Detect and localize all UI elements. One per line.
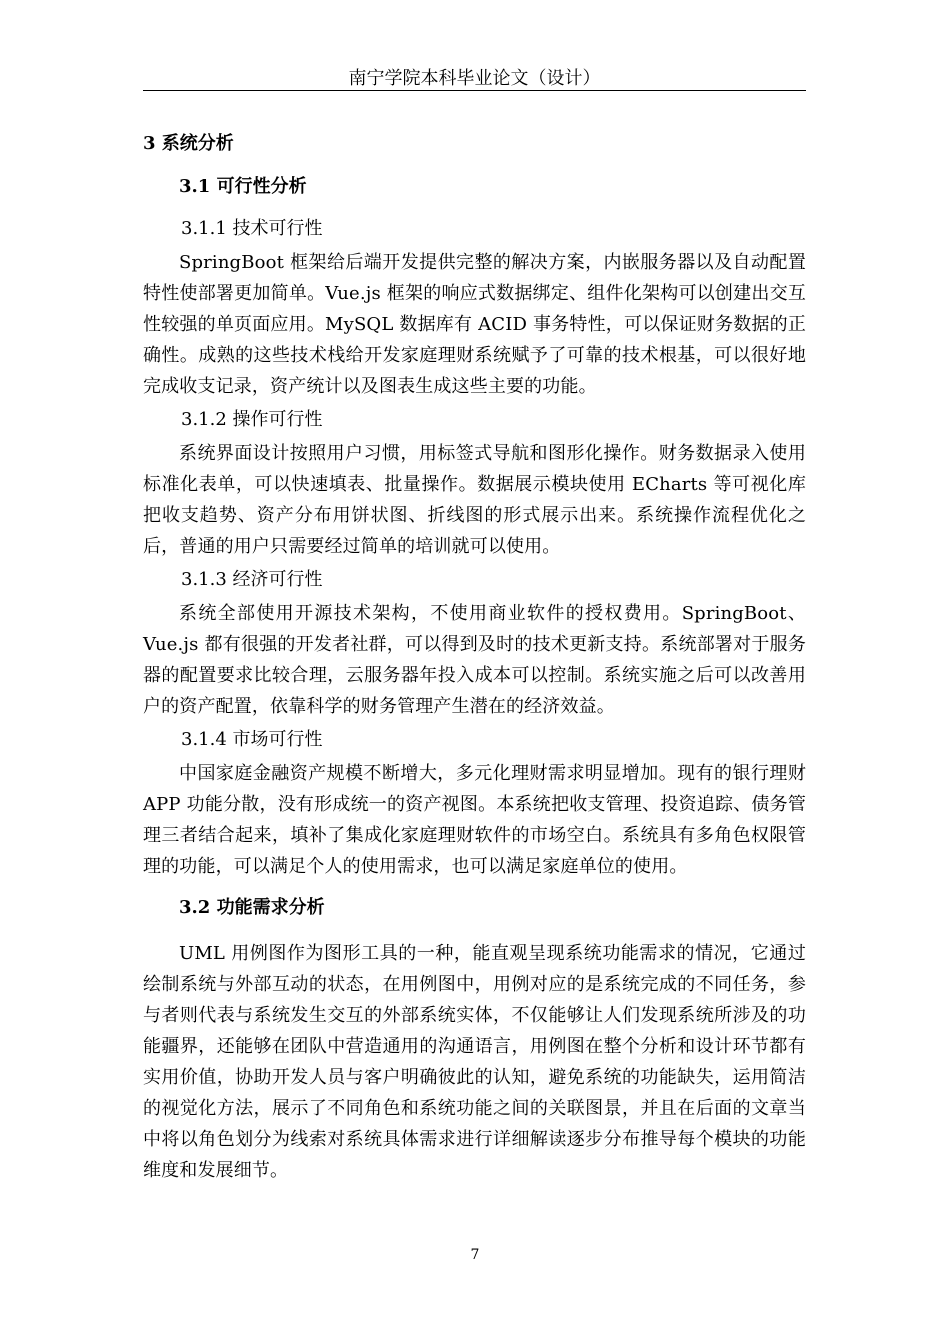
paragraph-functional-requirements: UML 用例图作为图形工具的一种，能直观呈现系统功能需求的情况，它通过绘制系统与外部互动的状态，在用例图中，用例对应的是系统完成的不同任务，参与者则代表与系统发生交互的外部系统实体，不仅能够让人们发现系统所涉及的功能疆界，还能够在团队中营造通用的沟通语言，用例图在整个分析和设计环节都有实用价值，协助开发人员与客户明确彼此的认知，避免系统的功能缺失，运用简洁的视觉化方法，展示了不同角色和系统功能之间的关联图景，并且在后面的文章当中将以角色划分为线索对系统具体需求进行详细解读逐步分布推导每个模块的功能维度和发展细节。 (143, 943, 806, 1181)
subsection-heading-3-1-1: 3.1.1 技术可行性 (181, 218, 323, 239)
header-rule (143, 90, 806, 91)
page-body (143, 130, 806, 1190)
subsection-heading-3-1-2: 3.1.2 操作可行性 (181, 409, 323, 430)
paragraph-economic-feasibility: 系统全部使用开源技术架构，不使用商业软件的授权费用。SpringBoot、Vue.js 都有很强的开发者社群，可以得到及时的技术更新支持。系统部署对于服务器的配置要求比较合理，云服务器年投入成本可以控制。系统实施之后可以改善用户的资产配置，依靠科学的财务管理产生潜在的经济效益。 (143, 603, 806, 717)
paragraph-market-feasibility: 中国家庭金融资产规模不断增大，多元化理财需求明显增加。现有的银行理财 APP 功能分散，没有形成统一的资产视图。本系统把收支管理、投资追踪、债务管理三者结合起来，填补了集成化家庭理财软件的市场空白。系统具有多角色权限管理的功能，可以满足个人的使用需求，也可以满足家庭单位的使用。 (143, 763, 806, 877)
page-number: 7 (470, 1247, 480, 1263)
subsection-heading-3-1-4: 3.1.4 市场可行性 (181, 729, 323, 750)
chapter-heading: 3 系统分析 (143, 133, 234, 154)
section-heading-3-2: 3.2 功能需求分析 (179, 897, 325, 918)
section-heading-3-1: 3.1 可行性分析 (179, 176, 307, 197)
paragraph-technical-feasibility: SpringBoot 框架给后端开发提供完整的解决方案，内嵌服务器以及自动配置特性使部署更加简单。Vue.js 框架的响应式数据绑定、组件化架构可以创建出交互性较强的单页面应用。MySQL 数据库有 ACID 事务特性，可以保证财务数据的正确性。成熟的这些技术栈给开发家庭理财系统赋予了可靠的技术根基，可以很好地完成收支记录，资产统计以及图表生成这些主要的功能。 (143, 252, 806, 397)
paragraph-operational-feasibility: 系统界面设计按照用户习惯，用标签式导航和图形化操作。财务数据录入使用标准化表单，可以快速填表、批量操作。数据展示模块使用 ECharts 等可视化库把收支趋势、资产分布用饼状图、折线图的形式展示出来。系统操作流程优化之后，普通的用户只需要经过简单的培训就可以使用。 (143, 443, 806, 557)
running-header: 南宁学院本科毕业论文（设计） (348, 68, 601, 89)
subsection-heading-3-1-3: 3.1.3 经济可行性 (181, 569, 323, 590)
